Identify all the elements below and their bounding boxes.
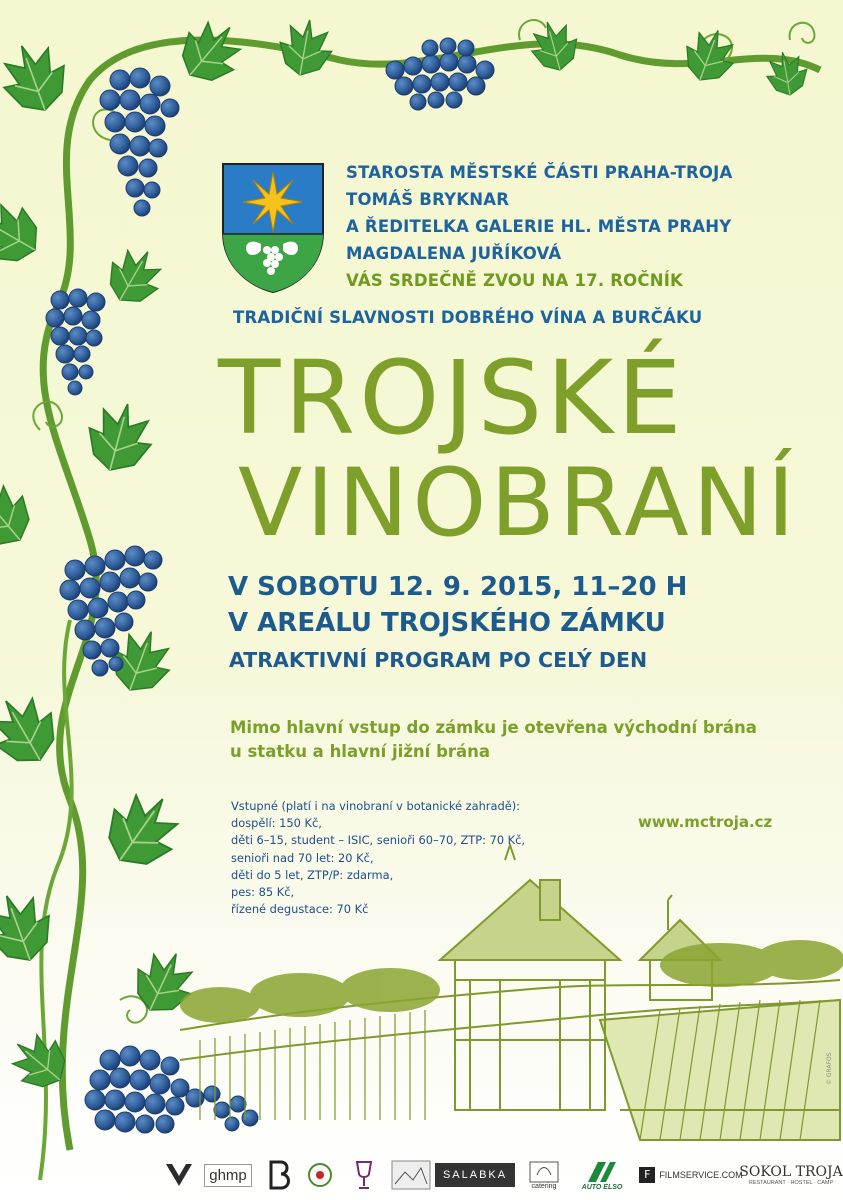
auto-elso-logo: AUTO ELSO bbox=[576, 1155, 628, 1195]
organizer-line-1: STAROSTA MĚSTSKÉ ČÁSTI PRAHA-TROJA bbox=[346, 163, 733, 182]
ghmp-logo: ghmp bbox=[204, 1155, 252, 1195]
fee-item: pes: 85 Kč, bbox=[231, 885, 295, 900]
filmservice-logo: F FILMSERVICE.COM bbox=[636, 1155, 746, 1195]
event-date: V SOBOTU 12. 9. 2015, 11–20 H bbox=[228, 572, 688, 602]
organizer-line-3: A ŘEDITELKA GALERIE HL. MĚSTA PRAHY bbox=[346, 217, 732, 236]
event-program: ATRAKTIVNÍ PROGRAM PO CELÝ DEN bbox=[229, 648, 648, 672]
fees-heading: Vstupné (platí i na vinobraní v botanické zahradě): bbox=[231, 799, 520, 813]
praha-troja-logo-icon bbox=[162, 1155, 196, 1195]
organizer-line-2: TOMÁŠ BRYKNAR bbox=[346, 190, 510, 209]
b-logo-icon bbox=[264, 1155, 294, 1195]
fee-item: dospělí: 150 Kč, bbox=[231, 816, 322, 831]
coat-of-arms bbox=[221, 162, 325, 294]
sponsor-logos bbox=[160, 1155, 843, 1200]
festival-subtitle: TRADIČNÍ SLAVNOSTI DOBRÉHO VÍNA A BURČÁKU bbox=[233, 308, 703, 327]
fee-item: děti 6–15, student – ISIC, senioři 60–70, ZTP: 70 Kč, bbox=[231, 833, 526, 848]
title-line-2: VINOBRANÍ bbox=[238, 449, 799, 558]
floral-logo-icon bbox=[302, 1155, 338, 1195]
sketch-logo-icon bbox=[390, 1155, 432, 1195]
wine-logo-icon bbox=[346, 1155, 382, 1195]
title-line-1: TROJSKÉ bbox=[218, 339, 686, 458]
fee-item: řízené degustace: 70 Kč bbox=[231, 902, 369, 917]
fee-item: děti do 5 let, ZTP/P: zdarma, bbox=[231, 867, 394, 882]
sokol-troja-logo: SOKOL TROJA RESTAURANT · HOSTEL · CAMP bbox=[739, 1164, 843, 1186]
event-place: V AREÁLU TROJSKÉHO ZÁMKU bbox=[228, 608, 666, 638]
website-link[interactable]: www.mctroja.cz bbox=[638, 813, 773, 831]
organizer-line-4: MAGDALENA JUŘÍKOVÁ bbox=[346, 244, 562, 263]
salabka-logo: SALABKA bbox=[440, 1155, 510, 1195]
gates-info bbox=[230, 716, 790, 764]
catering-logo: catering bbox=[518, 1155, 570, 1195]
admission-fees bbox=[231, 798, 525, 918]
invitation-line: VÁS SRDEČNĚ ZVOU NA 17. ROČNÍK bbox=[346, 271, 684, 290]
filmservice-icon: F bbox=[639, 1167, 655, 1183]
gates-line-1: Mimo hlavní vstup do zámku je otevřena východní brána bbox=[230, 718, 757, 737]
credit-text: © GRAFOS bbox=[826, 1052, 833, 1085]
fee-item: senioři nad 70 let: 20 Kč, bbox=[231, 850, 374, 865]
gates-line-2: u statku a hlavní jižní brána bbox=[230, 742, 491, 761]
